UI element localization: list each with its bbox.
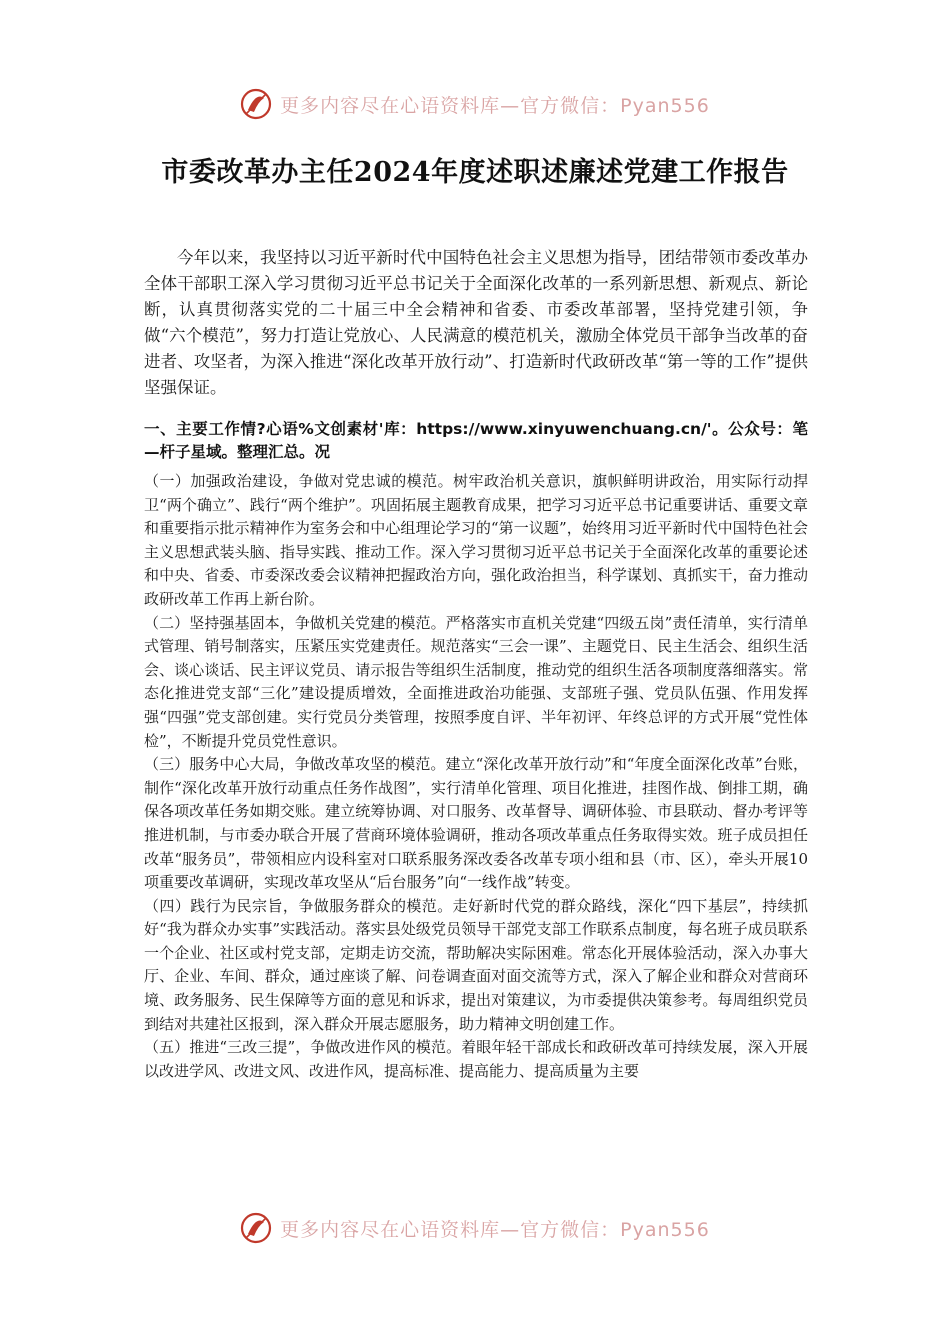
brand-logo-icon (240, 88, 272, 120)
intro-paragraph: 今年以来，我坚持以习近平新时代中国特色社会主义思想为指导，团结带领市委改革办全体干部职工深入学习贯彻习近平总书记关于全面深化改革的一系列新思想、新观点、新论断，认真贯彻落实党的二十届三中全会精神和省委、市委改革部署，坚持党建引领，争做“六个模范”，努力打造让党放心、人民满意的模范机关，激励全体党员干部争当改革的奋进者、攻坚者，为深入推进“深化改革开放行动”、打造新时代政研改革“第一等的工作”提供坚强保证。 (144, 248, 808, 397)
body-section (144, 470, 808, 1083)
intro-section (144, 245, 808, 401)
section-heading: 一、主要工作情?心语%文创素材'库：https://www.xinyuwenchuang.cn/'。公众号：笔—杆子星域。整理汇总。况 (144, 420, 808, 461)
footer-banner (0, 1208, 950, 1248)
paragraph-4: （四）践行为民宗旨，争做服务群众的模范。走好新时代党的群众路线，深化“四下基层”，持续抓好“我为群众办实事”实践活动。落实县处级党员领导干部党支部工作联系点制度，每名班子成员联系一个企业、社区或村党支部，定期走访交流，帮助解决实际困难。常态化开展体验活动，深入办事大厅、企业、车间、群众，通过座谈了解、问卷调查面对面交流等方式，深入了解企业和群众对营商环境、政务服务、民生保障等方面的意见和诉求，提出对策建议，为市委提供决策参考。每周组织党员到结对共建社区报到，深入群众开展志愿服务，助力精神文明创建工作。 (144, 896, 808, 1033)
banner-text: 更多内容尽在心语资料库—官方微信：Pyan556 (280, 1218, 710, 1241)
paragraph-3: （三）服务中心大局，争做改革攻坚的模范。建立“深化改革开放行动”和“年度全面深化改革”台账，制作“深化改革开放行动重点任务作战图”，实行清单化管理、项目化推进，挂图作战、倒排工期，确保各项改革任务如期交账。建立统筹协调、对口服务、改革督导、调研体验、市县联动、督办考评等推进机制，与市委办联合开展了营商环境体验调研，推动各项改革重点任务取得实效。班子成员担任改革“服务员”，带领相应内设科室对口联系服务深改委各改革专项小组和县（市、区），牵头开展10项重要改革调研，实现改革攻坚从“后台服务”向“一线作战”转变。 (144, 755, 808, 892)
header-banner (0, 84, 950, 124)
brand-logo-icon (240, 1212, 272, 1244)
paragraph-1: （一）加强政治建设，争做对党忠诚的模范。树牢政治机关意识，旗帜鲜明讲政治，用实际行动捍卫“两个确立”、践行“两个维护”。巩固拓展主题教育成果，把学习习近平总书记重要讲话、重要文章和重要指示批示精神作为室务会和中心组理论学习的“第一议题”，始终用习近平新时代中国特色社会主义思想武装头脑、指导实践、推动工作。深入学习贯彻习近平总书记关于全面深化改革的重要论述和中央、省委、市委深改委会议精神把握政治方向，强化政治担当，科学谋划、真抓实干，奋力推动政研改革工作再上新台阶。 (144, 472, 808, 608)
document-title: 市委改革办主任2024年度述职述廉述党建工作报告 (161, 157, 789, 188)
paragraph-2: （二）坚持强基固本，争做机关党建的模范。严格落实市直机关党建“四级五岗”责任清单，实行清单式管理、销号制落实，压紧压实党建责任。规范落实“三会一课”、主题党日、民主生活会、组织生活会、谈心谈话、民主评议党员、请示报告等组织生活制度，推动党的组织生活各项制度落细落实。常态化推进党支部“三化”建设提质增效，全面推进政治功能强、支部班子强、党员队伍强、作用发挥强“四强”党支部创建。实行党员分类管理，按照季度自评、半年初评、年终总评的方式开展“党性体检”，不断提升党员党性意识。 (144, 613, 808, 750)
paragraph-5: （五）推进“三改三提”，争做改进作风的模范。着眼年轻干部成长和政研改革可持续发展，深入开展以改进学风、改进文风、改进作风，提高标准、提高能力、提高质量为主要 (144, 1038, 808, 1080)
banner-text: 更多内容尽在心语资料库—官方微信：Pyan556 (280, 94, 710, 117)
